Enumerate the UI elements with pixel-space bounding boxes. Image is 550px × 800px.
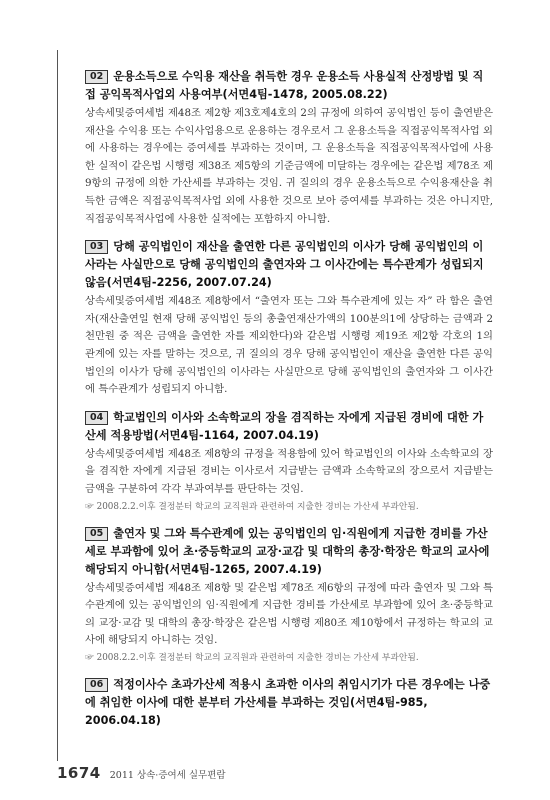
entry-title	[85, 68, 493, 104]
qa-entry-05	[85, 525, 493, 666]
page-footer	[57, 764, 226, 782]
entry-number-badge: 03	[85, 240, 108, 254]
entry-title-text: 적정이사수 초과가산세 적용시 초과한 이사의 취임시기가 다른 경우에는 나중에 취임한 이사에 대한 분부터 가산세를 부과하는 것임(서면4팀-985, 2006.04.18)	[85, 677, 491, 727]
entry-title-text: 당해 공익법인이 재산을 출연한 다른 공익법인의 이사가 당해 공익법인의 이사라는 사실만으로 당해 공익법인의 출연자와 그 이사간에는 특수관계가 성립되지 않음(서면4팀-2256, 2007.07.24)	[85, 240, 484, 290]
entry-note: ☞ 2008.2.2.이후 결정분터 학교의 교직원과 관련하여 지출한 경비는 가산세 부과안됨.	[85, 652, 419, 663]
entry-title-text: 출연자 및 그와 특수관계에 있는 공익법인의 임·직원에게 지급한 경비를 가산세로 부과함에 있어 초·중등학교의 교장·교감 및 대학의 총장·학장은 학교의 교사에 해당되지 아니함(서면4팀-1265, 2007.4.19)	[85, 526, 490, 576]
book-title: 2011 상속·증여세 실무편람	[109, 770, 226, 781]
entry-title-text: 학교법인의 이사와 소속학교의 장을 겸직하는 자에게 지급된 경비에 대한 가산세 적용방법(서면4팀-1164, 2007.04.19)	[85, 410, 484, 442]
entry-number-badge: 06	[85, 678, 108, 692]
page-margin-rule	[57, 50, 58, 761]
entry-title	[85, 238, 493, 292]
entry-body: 상속세및증여세법 제48조 제8항의 규정을 적용함에 있어 학교법인의 이사와 소속학교의 장을 겸직한 자에게 지급된 경비는 이사로서 지급받는 금액과 소속학교의 장으로서 지급받는 금액을 구분하여 각각 부과여부를 판단하는 것임.	[85, 447, 493, 495]
entry-body: 상속세및증여세법 제48조 제8항에서 “출연자 또는 그와 특수관계에 있는 자” 라 함은 출연자(재산출연일 현재 당해 공익법인 등의 총출연재산가액의 100분의1에 상당하는 금액과 2천만원 중 적은 금액을 출연한 자를 제외한다)와 같은법 시행령 제19조 제2항 각호의 1의 관계에 있는 자를 말하는 것으로, 귀 질의의 경우 당해 공익법인이 재산을 출연한 다른 공익법인의 이사가 당해 공익법인의 이사라는 사실만으로 당해 공익법인의 출연자와 그 이사간에 특수관계가 성립되지 아니함.	[85, 295, 493, 396]
entry-number-badge: 04	[85, 411, 108, 425]
entry-body: 상속세및증여세법 제48조 제2항 제3호제4호의 2의 규정에 의하여 공익법인 등이 출연받은 재산을 수익용 또는 수익사업용으로 운용하는 경우로서 그 운용소득을 직접공익목적사업 외에 사용하는 경우에는 증여세를 부과하는 것이며, 그 운용소득을 직접공익목적사업에 사용한 실적이 같은법 시행령 제38조 제5항의 기준금액에 미달하는 경우에는 같은법 제78조 제9항의 규정에 의한 가산세를 부과하는 것임. 귀 질의의 경우 운용소득으로 수익용재산을 취득한 금액은 직접공익목적사업 외에 사용한 것으로 보아 증여세를 부과하는 것은 아니지만, 직접공익목적사업에 사용한 실적에는 포함하지 아니함.	[85, 107, 493, 225]
page-number: 1674	[57, 764, 101, 782]
entry-title-text: 운용소득으로 수익용 재산을 취득한 경우 운용소득 사용실적 산정방법 및 직접 공익목적사업외 사용여부(서면4팀-1478, 2005.08.22)	[85, 70, 484, 101]
entry-note: ☞ 2008.2.2.이후 결정분터 학교의 교직원과 관련하여 지출한 경비는 가산세 부과안됨.	[85, 501, 419, 512]
qa-entry-04	[85, 409, 493, 515]
entry-title	[85, 676, 493, 730]
entry-body: 상속세및증여세법 제48조 제8항 및 같은법 제78조 제6항의 규정에 따라 출연자 및 그와 특수관계에 있는 공익법인의 임·직원에게 지급한 경비를 가산세로 부과함에 있어 초·중등학교의 교장·교감 및 대학의 총장·학장은 같은법 시행령 제80조 제10항에서 규정하는 학교의 교사에 해당되지 아니하는 것임.	[85, 581, 493, 647]
qa-entry-03	[85, 238, 493, 399]
entry-number-badge: 02	[85, 70, 108, 84]
qa-entry-02	[85, 68, 493, 228]
entry-number-badge: 05	[85, 527, 108, 541]
entry-title	[85, 409, 493, 445]
page-content	[85, 68, 493, 740]
entry-title	[85, 525, 493, 579]
qa-entry-06	[85, 676, 493, 730]
